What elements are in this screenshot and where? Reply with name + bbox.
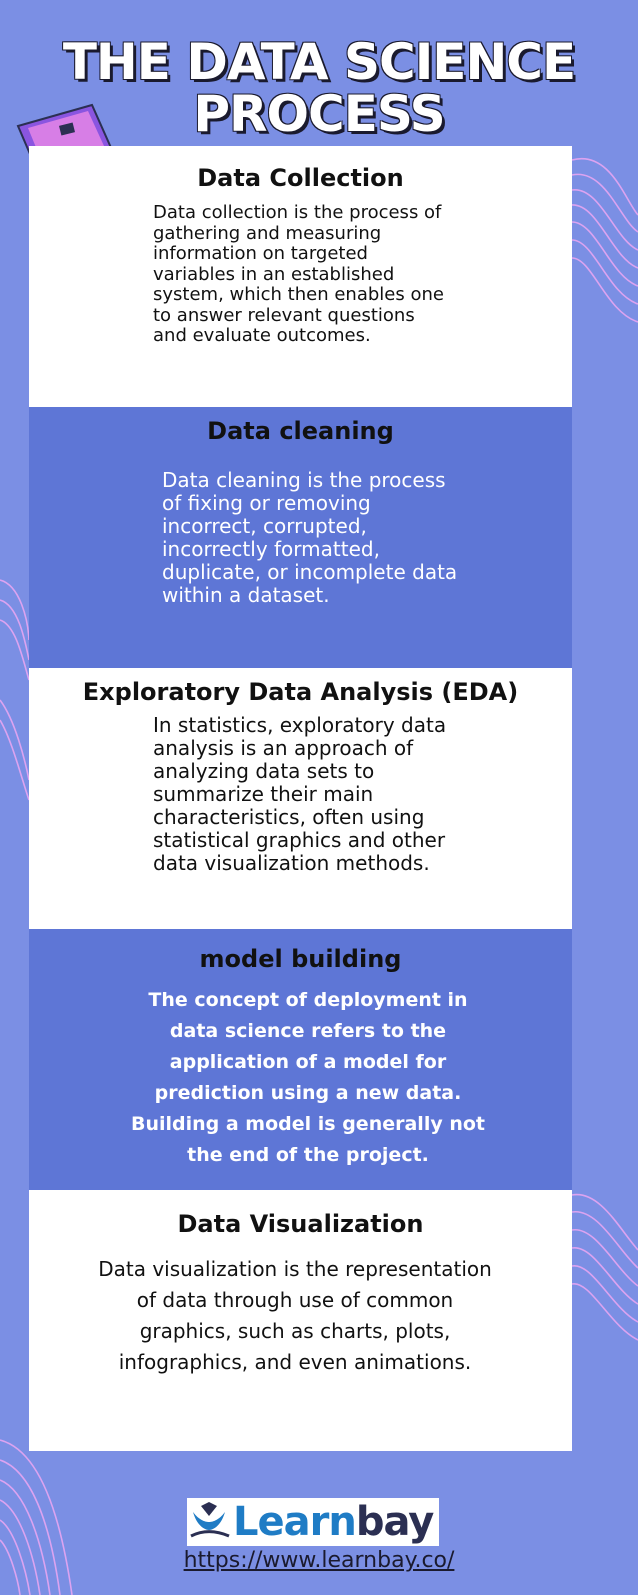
section-data-cleaning: [29, 407, 572, 668]
section-heading: Data cleaning: [207, 417, 394, 445]
section-heading: Data Collection: [197, 164, 404, 192]
title-line-1: THE DATA SCIENCE: [62, 33, 576, 91]
section-body: Data collection is the process of gathering and measuring information on targeted variables in an established system, which then enables one to answer relevant questions and evaluate outcomes.: [153, 202, 444, 346]
section-model-building: [29, 929, 572, 1190]
section-body: The concept of deployment in data science refers to the application of a model for prediction using a new data. Building a model is generally not the end of the project.: [130, 989, 485, 1166]
section-heading: Exploratory Data Analysis (EDA): [82, 678, 519, 706]
section-heading: Data Visualization: [177, 1210, 424, 1238]
section-data-collection: [29, 146, 572, 407]
learnbay-logo[interactable]: [187, 1498, 439, 1546]
title-line-2: PROCESS: [193, 85, 445, 143]
section-body: Data visualization is the representation of data through use of common graphics, such as charts, plots, infographics, and even animations.: [98, 1257, 492, 1374]
learnbay-logo-icon: [187, 1500, 231, 1544]
section-eda: [29, 668, 572, 929]
logo-wordmark: Learnbay: [233, 1499, 434, 1545]
website-link[interactable]: https://www.learnbay.co/: [183, 1548, 455, 1573]
section-data-visualization: [29, 1190, 572, 1451]
section-heading: model building: [199, 945, 402, 973]
page-title: [0, 33, 638, 143]
section-body: In statistics, exploratory data analysis is an approach of analyzing data sets to summarize their main characteristics, often using statistical graphics and other data visualization methods.: [153, 713, 447, 875]
section-body: Data cleaning is the process of fixing or removing incorrect, corrupted, incorrectly formatted, duplicate, or incomplete data within a dataset.: [162, 468, 458, 607]
